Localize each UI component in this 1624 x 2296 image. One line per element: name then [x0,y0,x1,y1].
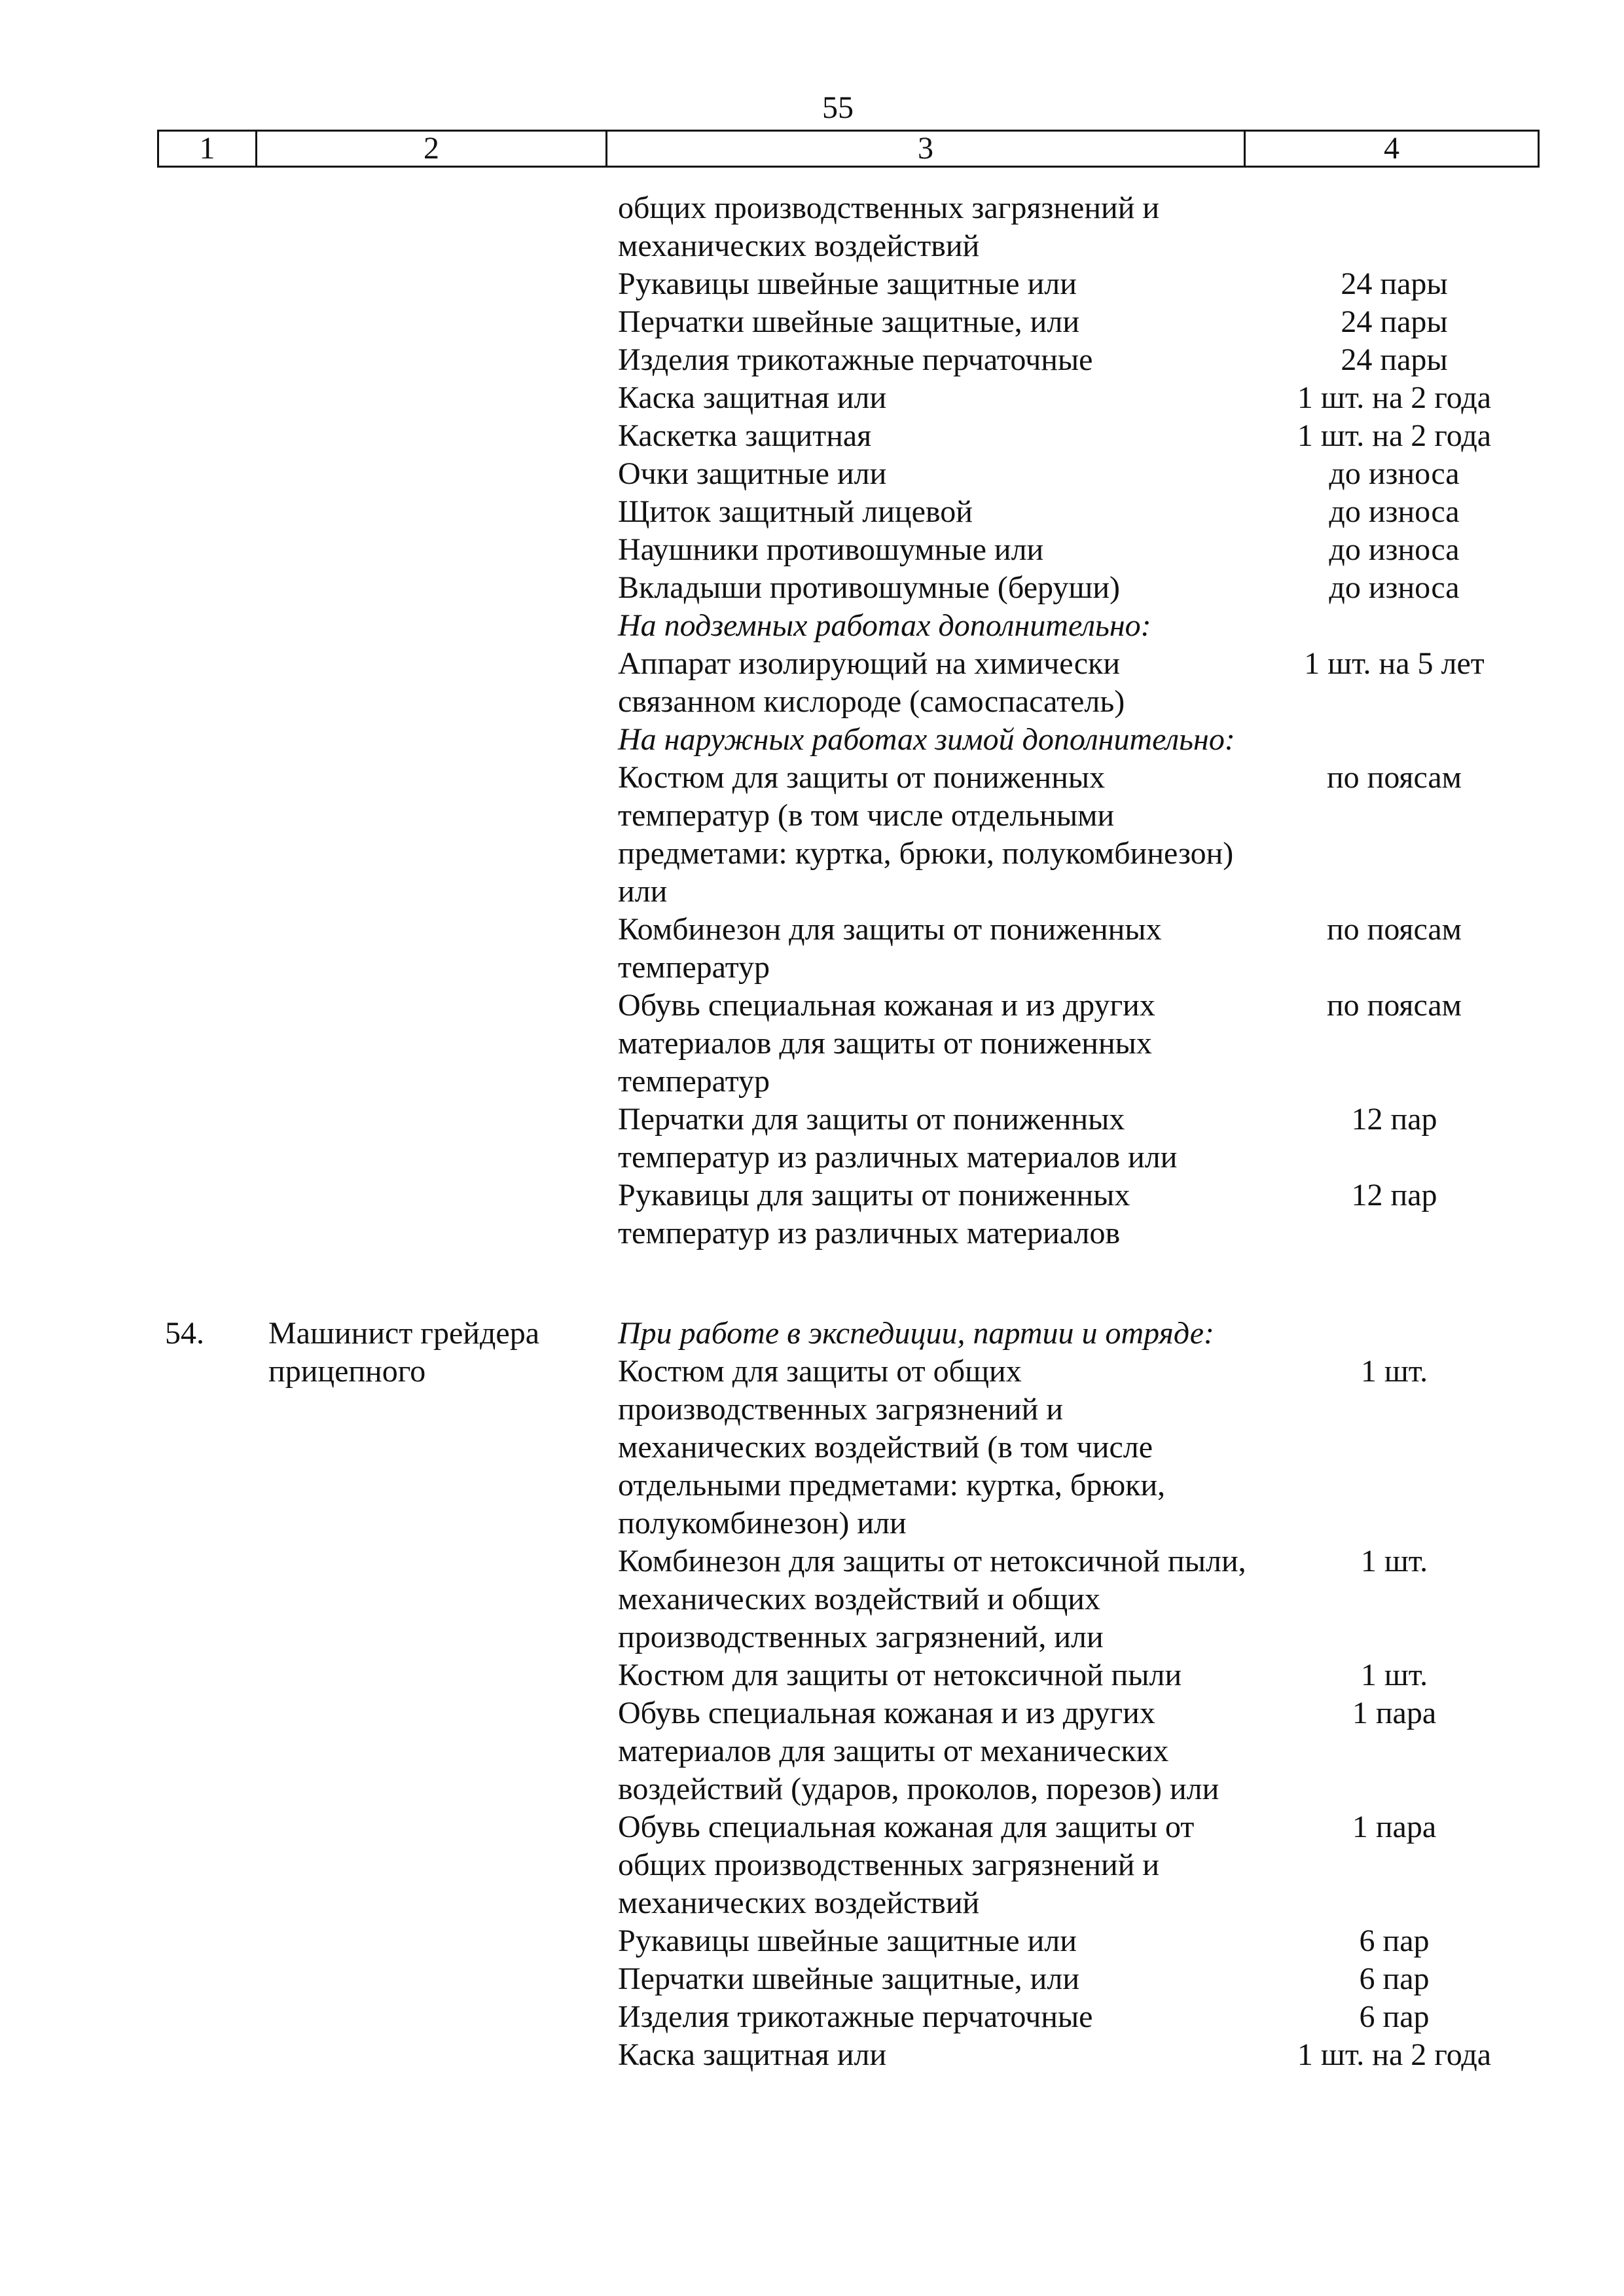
section-54 [0,1315,1624,2074]
table-header [157,130,1540,168]
list-item [0,721,1624,759]
item-description: Костюм для защиты от нетоксичной пыли [618,1658,1182,1692]
list-item [0,265,1624,303]
list-item [0,1176,1624,1252]
row-number: 54. [165,1316,204,1351]
list-item [0,455,1624,493]
item-norm: 1 шт. на 2 года [1297,2037,1492,2072]
item-description: Каскетка защитная [618,418,872,453]
item-norm: 24 пары [1341,342,1448,377]
header-col-2: 2 [257,132,607,166]
item-description: Комбинезон для защиты от нетоксичной пыли, механических воздействий и общих производственных загрязнений, или [618,1544,1246,1654]
item-description: Перчатки швейные защитные, или [618,304,1079,339]
list-item [0,569,1624,607]
list-item [0,341,1624,379]
item-norm: 6 пар [1359,1923,1430,1958]
item-description: Костюм для защиты от пониженных температур (в том числе отдельными предметами: куртка, брюки, полукомбинезон) или [618,760,1234,909]
list-item [0,531,1624,569]
list-item [0,645,1624,721]
list-item [0,303,1624,341]
list-item [0,1542,1624,1656]
list-item [0,189,1624,265]
list-item [0,1808,1624,1922]
list-item [0,1998,1624,2036]
item-description: Каска защитная или [618,380,887,415]
item-norm: 6 пар [1359,1999,1430,2034]
item-description: Рукавицы для защиты от пониженных температур из различных материалов [618,1178,1130,1250]
list-item [0,2036,1624,2074]
item-norm: 1 шт. на 2 года [1297,418,1492,453]
item-norm: 1 шт. [1360,1658,1428,1692]
item-description: Вкладыши противошумные (беруши) [618,570,1120,605]
list-item [0,1101,1624,1176]
item-norm: по поясам [1326,912,1462,947]
item-description: Аппарат изолирующий на химически связанном кислороде (самоспасатель) [618,646,1125,719]
item-description: Перчатки для защиты от пониженных температур из различных материалов или [618,1102,1178,1175]
header-col-1: 1 [159,132,257,166]
page-number: 55 [822,90,854,125]
item-norm: 1 пара [1352,1810,1437,1844]
list-item [0,911,1624,987]
section-continued [0,189,1624,1252]
list-item [0,1960,1624,1998]
item-description: Костюм для защиты от общих производственных загрязнений и механических воздействий (в том числе отдельными предметами: куртка, брюки, полукомбинезон) или [618,1354,1166,1540]
item-norm: 1 шт. [1360,1544,1428,1578]
item-description: Очки защитные или [618,456,887,491]
item-description: Наушники противошумные или [618,532,1044,567]
item-description: Обувь специальная кожаная для защиты от общих производственных загрязнений и механических воздействий [618,1810,1195,1920]
item-norm: 1 шт. на 5 лет [1304,646,1485,681]
list-item [0,1694,1624,1808]
item-description: Изделия трикотажные перчаточные [618,1999,1093,2034]
item-norm: по поясам [1326,988,1462,1023]
item-norm: 24 пары [1341,266,1448,301]
item-description: Обувь специальная кожаная и из других материалов для защиты от пониженных температур [618,988,1155,1099]
header-col-3: 3 [607,132,1246,166]
item-description: Рукавицы швейные защитные или [618,266,1077,301]
item-norm: до износа [1329,570,1460,605]
list-item [0,987,1624,1101]
list-item [0,379,1624,417]
item-description: Рукавицы швейные защитные или [618,1923,1077,1958]
list-item [0,1315,1624,1353]
item-norm: 12 пар [1351,1102,1437,1137]
list-item [0,1922,1624,1960]
item-norm: до износа [1329,494,1460,529]
item-norm: 1 шт. на 2 года [1297,380,1492,415]
item-description: Перчатки швейные защитные, или [618,1961,1079,1996]
item-norm: 1 шт. [1360,1354,1428,1389]
item-norm: до износа [1329,456,1460,491]
condition-heading: На подземных работах дополнительно: [618,608,1151,643]
item-description: Изделия трикотажные перчаточные [618,342,1093,377]
condition-heading: При работе в экспедиции, партии и отряде: [618,1316,1214,1351]
condition-heading: На наружных работах зимой дополнительно: [618,722,1235,757]
item-norm: 6 пар [1359,1961,1430,1996]
item-norm: 12 пар [1351,1178,1437,1212]
header-col-4: 4 [1384,131,1399,166]
item-description: Каска защитная или [618,2037,887,2072]
list-item [0,1656,1624,1694]
item-norm: до износа [1329,532,1460,567]
list-item [0,493,1624,531]
list-item [0,1353,1624,1542]
list-item [0,607,1624,645]
item-description: Щиток защитный лицевой [618,494,973,529]
item-norm: 24 пары [1341,304,1448,339]
profession-name: Машинист грейдера прицепного [268,1316,539,1389]
list-item [0,759,1624,911]
item-description: Комбинезон для защиты от пониженных температур [618,912,1162,985]
item-description: общих производственных загрязнений и механических воздействий [618,191,1160,263]
item-norm: по поясам [1326,760,1462,795]
item-description: Обувь специальная кожаная и из других материалов для защиты от механических воздействий (ударов, проколов, порезов) или [618,1696,1219,1806]
list-item [0,417,1624,455]
item-norm: 1 пара [1352,1696,1437,1730]
